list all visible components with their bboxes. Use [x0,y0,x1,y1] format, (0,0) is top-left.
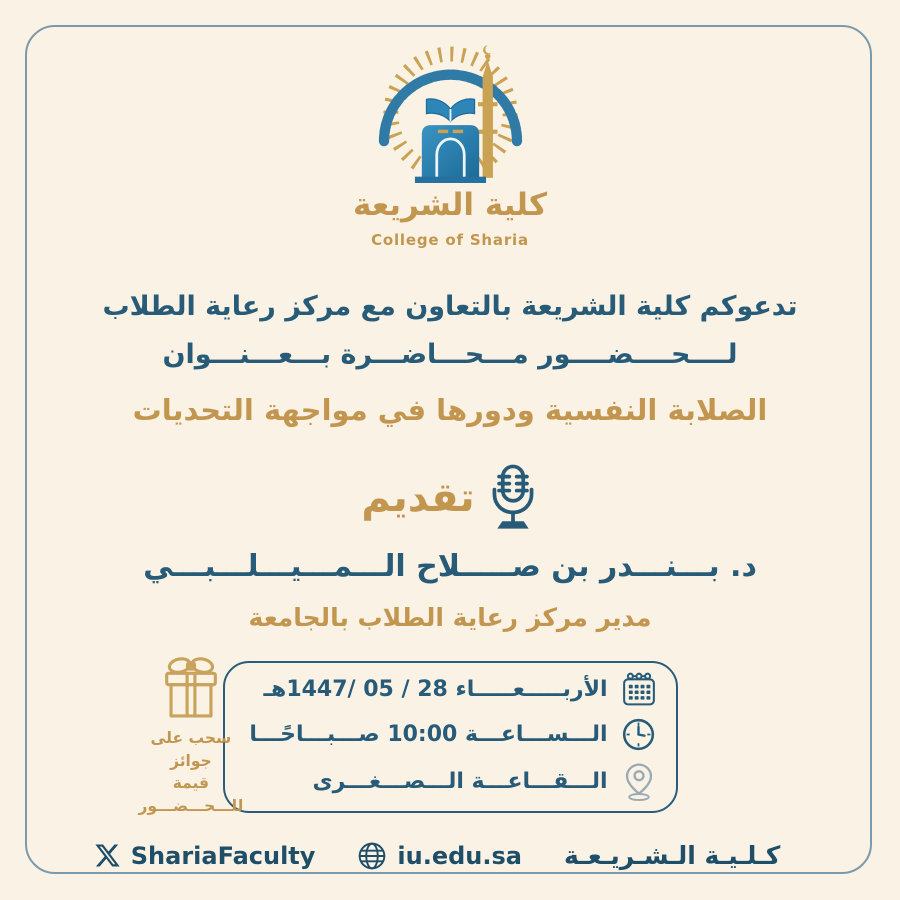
logo-open-book [426,99,474,122]
website-label: iu.edu.sa [397,841,522,870]
calendar-icon [620,672,658,707]
event-details-box [138,661,678,815]
college-of-sharia-emblem-logo [353,38,548,187]
gift-icon [159,656,223,722]
location-text: الـــقـــاعـــة الـــصـــغـــرى [312,769,608,795]
microphone-icon [487,462,539,534]
date-text: الأربـــــعـــــاء 28 / 05 /1447هـ [263,677,608,703]
college-english-wordmark: College of Sharia [371,231,529,250]
prize-note-line-2: قيمة للـــحـــضـــور [138,774,244,815]
website-link[interactable] [357,841,522,871]
presenting-row [361,462,538,534]
time-text: الـــســـاعـــة 10:00 صـــبـــاحًـــا [249,722,608,748]
x-twitter-icon [94,842,121,869]
location-pin-icon [620,762,658,801]
date-row [249,672,657,707]
prize-column [138,656,243,817]
lecture-title: الصلابة النفسية ودورها في مواجهة التحديات [132,393,768,428]
prize-note-line-1: سحب على جوائز [150,729,232,770]
invitation-line-1: تدعوكم كلية الشريعة بالتعاون مع مركز رعاية الطلاب [102,291,798,323]
college-arabic-wordmark: كلية الشريعة [353,187,547,223]
globe-icon [357,841,387,871]
location-row [249,762,657,801]
invitation-line-2: لــــحــــضــــور مـــحـــاضـــرة بـــعـــنـــوان [162,339,738,371]
presenter-role: مدير مركز رعاية الطلاب بالجامعة [248,603,652,633]
footer [94,841,781,871]
presenter-name: د. بـــنـــدر بن صـــــلاح الـــمـــيـــلـــبـــي [143,549,757,585]
event-detail-rows [249,672,657,801]
twitter-handle-label: ShariaFaculty [130,841,316,870]
footer-college-name: كـلـيـة الـشـريـعـة [564,841,781,871]
logo-mosque-gate [414,125,485,183]
twitter-handle[interactable] [94,842,316,870]
presenting-label: تقديم [361,475,475,522]
clock-icon [620,717,658,752]
time-row [249,717,657,752]
